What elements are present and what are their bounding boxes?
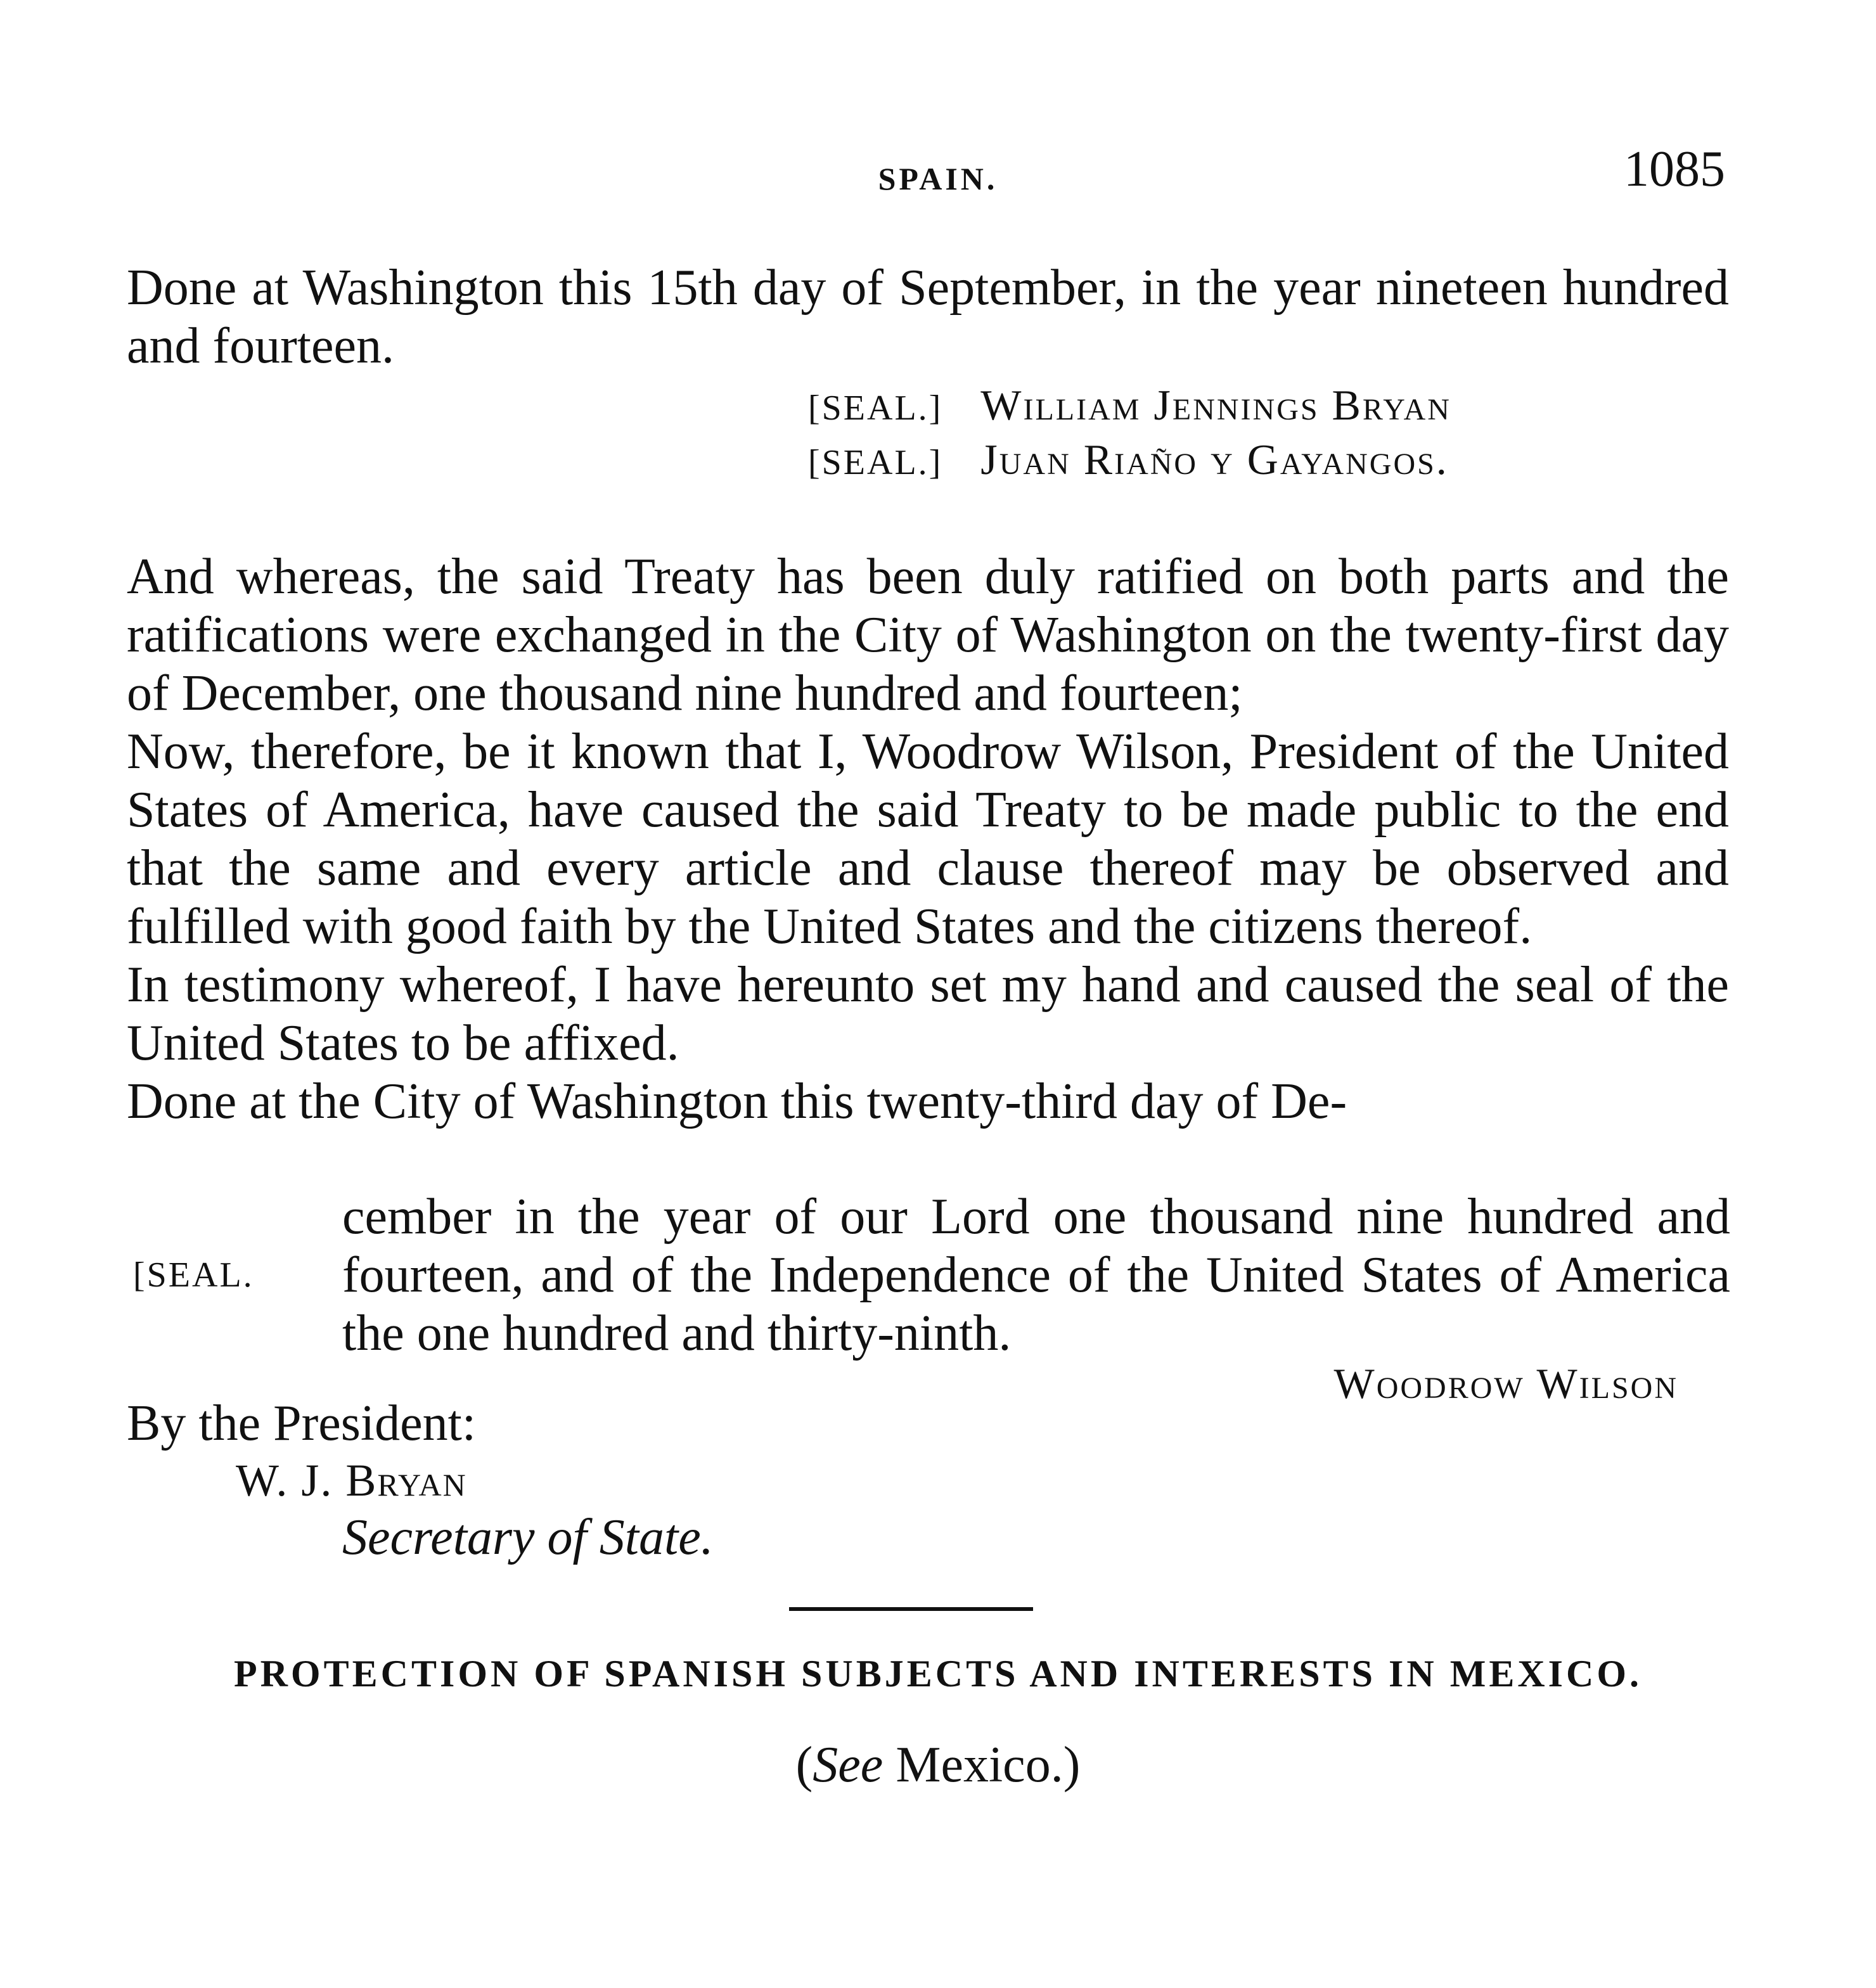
proclamation-body: [68, 548, 1729, 1131]
treaty-done-paragraph: [68, 259, 1729, 375]
done-continuation: cember in the year of our Lord one thousand nine hundred and fourteen, and of the Independence of the United States of America the one hundred and thirty-ninth.: [342, 1189, 1730, 1361]
page-number: 1085: [1624, 141, 1725, 197]
signature-row-1: [808, 376, 1451, 437]
seal-mark: [SEAL.: [133, 1255, 254, 1295]
cross-reference-see: See: [813, 1737, 883, 1793]
treaty-done-line: Done at Washington this 15th day of September, in the year nineteen hundred and fourteen.: [127, 260, 1729, 374]
secretary-title-text: Secretary of State.: [342, 1510, 714, 1565]
cross-reference: [0, 1736, 1876, 1793]
seal-label: [SEAL.]: [808, 388, 943, 428]
running-head: SPAIN.: [878, 161, 998, 196]
secretary-title: [342, 1508, 714, 1567]
cross-reference-target: Mexico.): [896, 1737, 1081, 1793]
section-divider: [789, 1607, 1033, 1611]
by-the-president: By the President:: [127, 1395, 477, 1451]
done-intro-line: Done at the City of Washington this twenty-third day of De-: [127, 1074, 1347, 1129]
seal-label: [SEAL.]: [808, 443, 943, 482]
signature-row-2: [808, 431, 1449, 491]
whereas-paragraph: And whereas, the said Treaty has been duly ratified on both parts and the ratifications were exchanged in the City of Washington on the twenty-first day of December, one thousand nine hundred and fourteen;: [127, 549, 1729, 721]
testimony-paragraph: In testimony whereof, I have hereunto set my hand and caused the seal of the United States to be affixed.: [127, 957, 1729, 1071]
section-heading: PROTECTION OF SPANISH SUBJECTS AND INTERESTS IN MEXICO.: [233, 1653, 1643, 1695]
cross-reference-open: (: [795, 1737, 813, 1793]
president-signature: Woodrow Wilson: [1333, 1359, 1678, 1408]
signatory-name: Juan Riaño y Gayangos.: [980, 435, 1449, 484]
secretary-name: W. J. Bryan: [236, 1455, 467, 1506]
signatory-name: William Jennings Bryan: [980, 381, 1451, 429]
now-therefore-paragraph: Now, therefore, be it known that I, Woodrow Wilson, President of the United States of America, have caused the said Treaty to be made public to the end that the same and every article and clause thereof may be observed and fulfilled with good faith by the United States and the citizens thereof.: [127, 724, 1729, 954]
